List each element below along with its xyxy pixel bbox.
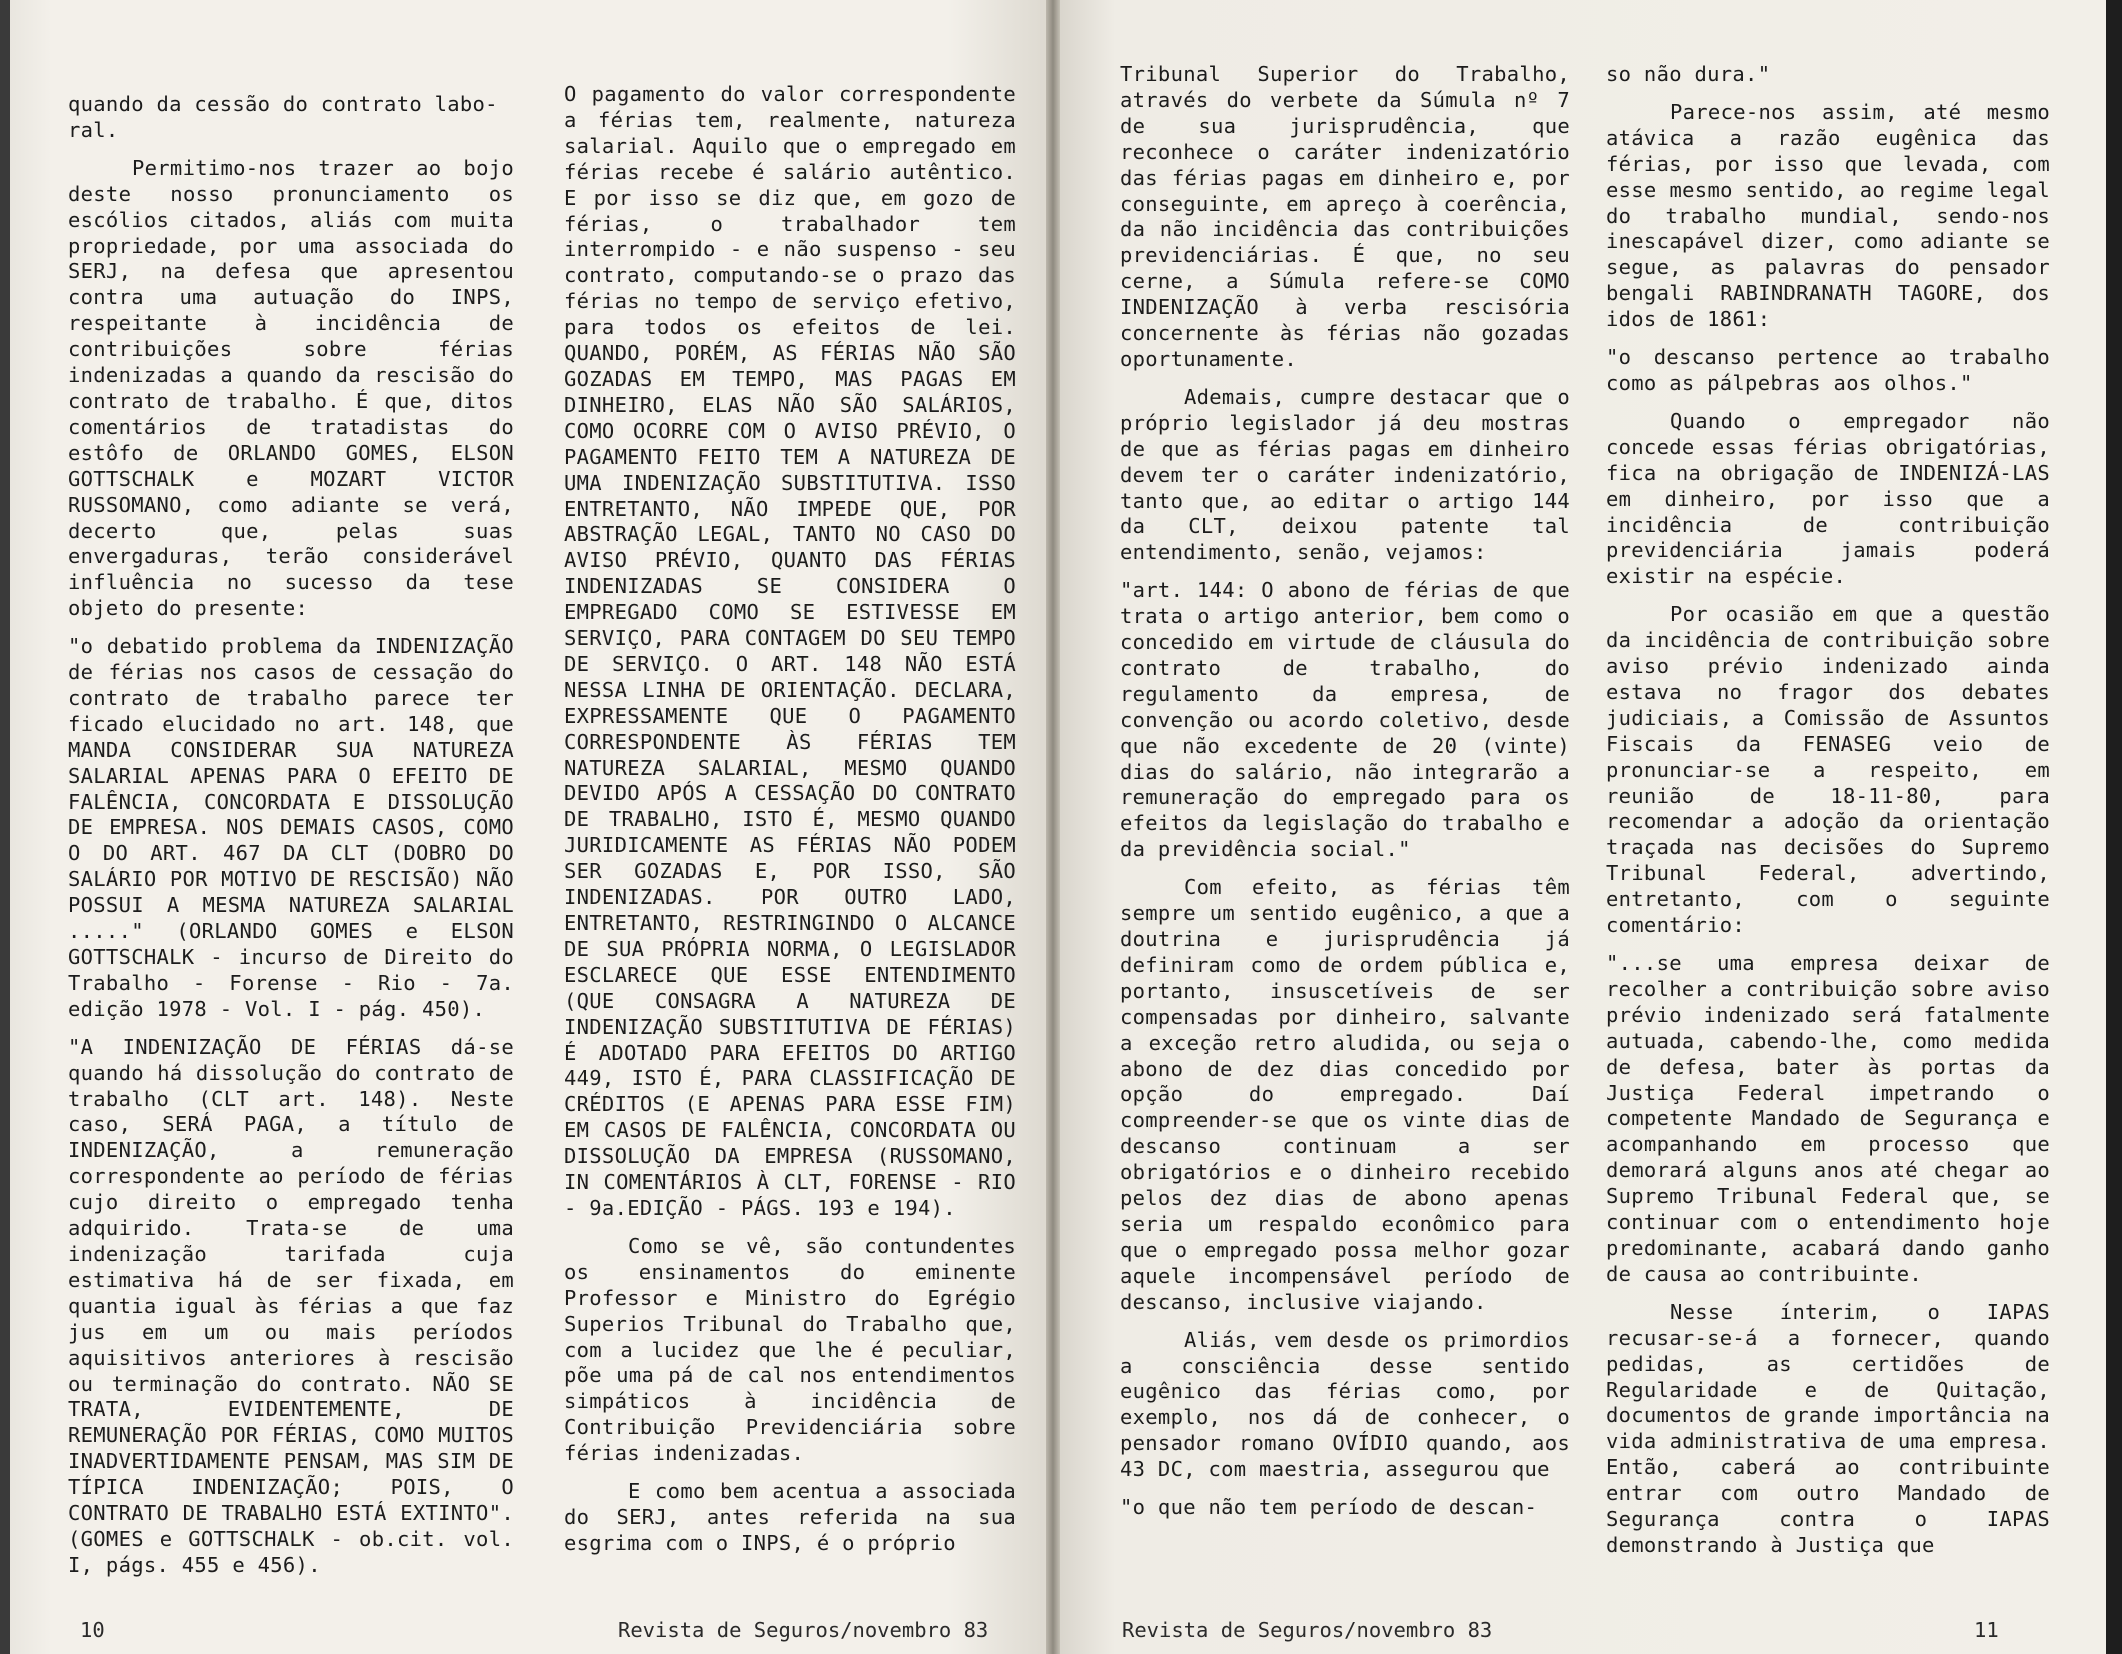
- paragraph: Tribunal Superior do Trabalho, através do verbete da Súmula nº 7 de sua jurisprudência, que reconhece o caráter indenizatório das férias pagas em dinheiro e, por conseguinte, em apreço à coerência, da não incidência das contribuições previdenciárias. É que, no seu cerne, a Súmula refere-se COMO INDENIZAÇÃO à verba rescisória concernente às férias não gozadas oportunamente.: [1120, 62, 1570, 371]
- text-column-1: [68, 92, 514, 1612]
- quotation: "o descanso pertence ao trabalho como as pálpebras aos olhos.": [1606, 345, 2050, 395]
- text-column-3: [1120, 62, 1570, 1582]
- page-number-left: 10: [80, 1618, 105, 1642]
- quotation: "o que não tem período de descan-: [1120, 1495, 1538, 1520]
- quotation: so não dura.": [1606, 62, 1771, 86]
- footer-title-left: Revista de Seguros/novembro 83: [618, 1618, 989, 1642]
- quotation: "o debatido problema da INDENIZAÇÃO de férias nos casos de cessação do contrato de trabalho parece ter ficado elucidado no art. 148, que MANDA CONSIDERAR SUA NATUREZA SALARIAL APENAS PARA O EFEITO DE FALÊNCIA, CONCORDATA E DISSOLUÇÃO DE EMPRESA. NOS DEMAIS CASOS, COMO O DO ART. 467 DA CLT (DOBRO DO SALÁRIO POR MOTIVO DE RESCISÃO) NÃO POSSUI A MESMA NATUREZA SALARIAL ....." (ORLANDO GOMES e ELSON GOTTSCHALK - incurso de Direito do Trabalho - Forense - Rio - 7a. edição 1978 - Vol. I - pág. 450).: [68, 634, 514, 1021]
- quotation: "...se uma empresa deixar de recolher a contribuição sobre aviso prévio indenizado será fatalmente autuada, cabendo-lhe, como medida de defesa, bater às portas da Justiça Federal impetrando o competente Mandado de Segurança e acompanhando em processo que demorará alguns anos até chegar ao Supremo Tribunal Federal que, se continuar com o entendimento hoje predominante, acabará dando ganho de causa ao contribuinte.: [1606, 951, 2050, 1286]
- paragraph: Como se vê, são contundentes os ensinamentos do eminente Professor e Ministro do Egrégio Superios Tribunal do Trabalho que, com a lucidez que lhe é peculiar, põe uma pá de cal nos entendimentos simpáticos à incidência de Contribuição Previdenciária sobre férias indenizadas.: [564, 1233, 1016, 1466]
- paragraph: Com efeito, as férias têm sempre um sentido eugênico, a que a doutrina e jurisprudência já definiram como de ordem pública e, portanto, insuscetíveis de ser compensadas por dinheiro, salvante a exceção retro aludida, ou seja o abono de dez dias concedido por opção do empregado. Daí compreender-se que os vinte dias de descanso continuam a ser obrigatórios e o dinheiro recebido pelos dez dias de abono apenas seria um respaldo econômico para que o empregado possa melhor gozar aquele incompensável período de descanso, inclusive viajando.: [1120, 875, 1570, 1314]
- quotation: "A INDENIZAÇÃO DE FÉRIAS dá-se quando há dissolução do contrato de trabalho (CLT art. 148). Neste caso, SERÁ PAGA, a título de INDENIZAÇÃO, a remuneração correspondente ao período de férias cujo direito o empregado tenha adquirido. Trata-se de uma indenização tarifada cuja estimativa há de ser fixada, em quantia igual às férias a que faz jus em um ou mais períodos aquisitivos anteriores à rescisão ou terminação do contrato. NÃO SE TRATA, EVIDENTEMENTE, DE REMUNERAÇÃO POR FÉRIAS, COMO MUITOS INADVERTIDAMENTE PENSAM, MAS SIM DE TÍPICA INDENIZAÇÃO; POIS, O CONTRATO DE TRABALHO ESTÁ EXTINTO". (GOMES e GOTTSCHALK - ob.cit. vol. I, págs. 455 e 456).: [68, 1034, 514, 1577]
- paragraph: quando da cessão do contrato labo- ral.: [68, 92, 498, 142]
- paragraph: Por ocasião em que a questão da incidência de contribuição sobre aviso prévio indenizado ainda estava no fragor dos debates judiciais, a Comissão de Assuntos Fiscais da FENASEG veio de pronunciar-se a respeito, em reunião de 18-11-80, para recomendar a adoção da orientação traçada nas decisões do Supremo Tribunal Federal, advertindo, entretanto, com o seguinte comentário:: [1606, 602, 2050, 938]
- text-column-4: [1606, 62, 2050, 1582]
- page-number-right: 11: [1974, 1618, 1999, 1642]
- quotation: "art. 144: O abono de férias de que trata o artigo anterior, bem como o concedido em virtude de cláusula do contrato de trabalho, do regulamento da empresa, de convenção ou acordo coletivo, desde que não excedente de 20 (vinte) dias do salário, não integrarão a remuneração do empregado para os efeitos da legislação do trabalho e da previdência social.": [1120, 578, 1570, 862]
- paragraph: Aliás, vem desde os primordios a consciência desse sentido eugênico das férias como, por exemplo, nos dá de conhecer, o pensador romano OVÍDIO quando, aos 43 DC, com maestria, assegurou que: [1120, 1327, 1570, 1482]
- binding-gutter: [1046, 0, 1060, 1654]
- text-column-2: [564, 82, 1016, 1602]
- paragraph: Quando o empregador não concede essas férias obrigatórias, fica na obrigação de INDENIZÁ-LAS em dinheiro, por isso que a incidência de contribuição previdenciária jamais poderá existir na espécie.: [1606, 408, 2050, 589]
- quotation: O pagamento do valor correspondente a férias tem, realmente, natureza salarial. Aquilo que o empregado em férias recebe é salário autêntico. E por isso se diz que, em gozo de férias, o trabalhador tem interrompido - e não suspenso - seu contrato, computando-se o prazo das férias no tempo de serviço efetivo, para todos os efeitos de lei. QUANDO, PORÉM, AS FÉRIAS NÃO SÃO GOZADAS EM TEMPO, MAS PAGAS EM DINHEIRO, ELAS NÃO SÃO SALÁRIOS, COMO OCORRE COM O AVISO PRÉVIO, O PAGAMENTO FEITO TEM A NATUREZA DE UMA INDENIZAÇÃO SUBSTITUTIVA. ISSO ENTRETANTO, NÃO IMPEDE QUE, POR ABSTRAÇÃO LEGAL, TANTO NO CASO DO AVISO PRÉVIO, QUANTO DAS FÉRIAS INDENIZADAS SE CONSIDERA O EMPREGADO COMO SE ESTIVESSE EM SERVIÇO, PARA CONTAGEM DO SEU TEMPO DE SERVIÇO. O ART. 148 NÃO ESTÁ NESSA LINHA DE ORIENTAÇÃO. DECLARA, EXPRESSAMENTE QUE O PAGAMENTO CORRESPONDENTE ÀS FÉRIAS TEM NATUREZA SALARIAL, MESMO QUANDO DEVIDO APÓS A CESSAÇÃO DO CONTRATO DE TRABALHO, ISTO É, MESMO QUANDO JURIDICAMENTE AS FÉRIAS NÃO PODEM SER GOZADAS E, POR ISSO, SÃO INDENIZADAS. POR OUTRO LADO, ENTRETANTO, RESTRINGINDO O ALCANCE DE SUA PRÓPRIA NORMA, O LEGISLADOR ESCLARECE QUE ESSE ENTENDIMENTO (QUE CONSAGRA A NATUREZA DE INDENIZAÇÃO SUBSTITUTIVA DE FÉRIAS) É ADOTADO PARA EFEITOS DO ARTIGO 449, ISTO É, PARA CLASSIFICAÇÃO DE CRÉDITOS (E APENAS PARA ESSE FIM) EM CASOS DE FALÊNCIA, CONCORDATA OU DISSOLUÇÃO DA EMPRESA (RUSSOMANO, IN COMENTÁRIOS À CLT, FORENSE - RIO - 9a.EDIÇÃO - PÁGS. 193 e 194).: [564, 82, 1016, 1220]
- paragraph: Ademais, cumpre destacar que o próprio legislador já deu mostras de que as férias pagas em dinheiro devem ter o caráter indenizatório, tanto que, ao editar o artigo 144 da CLT, deixou patente tal entendimento, senão, vejamos:: [1120, 384, 1570, 565]
- footer-title-right: Revista de Seguros/novembro 83: [1122, 1618, 1493, 1642]
- paragraph: Parece-nos assim, até mesmo atávica a razão eugênica das férias, por isso que levada, com esse mesmo sentido, ao regime legal do trabalho mundial, sendo-nos inescapável dizer, como adiante se segue, as palavras do pensador bengali RABINDRANATH TAGORE, dos idos de 1861:: [1606, 99, 2050, 332]
- paragraph: Permitimo-nos trazer ao bojo deste nosso pronunciamento os escólios citados, aliás com muita propriedade, por uma associada do SERJ, na defesa que apresentou contra uma autuação do INPS, respeitante à incidência de contribuições sobre férias indenizadas a quando da rescisão do contrato de trabalho. É que, ditos comentários de tratadistas do estôfo de ORLANDO GOMES, ELSON GOTTSCHALK e MOZART VICTOR RUSSOMANO, como adiante se verá, decerto que, pelas suas envergaduras, terão considerável influência no sucesso da tese objeto do presente:: [68, 155, 514, 621]
- paragraph: Nesse ínterim, o IAPAS recusar-se-á a fornecer, quando pedidas, as certidões de Regularidade e de Quitação, documentos de grande importância na vida administrativa de uma empresa. Então, caberá ao contribuinte entrar com outro Mandado de Segurança contra o IAPAS demonstrando à Justiça que: [1606, 1299, 2050, 1557]
- paragraph: E como bem acentua a associada do SERJ, antes referida na sua esgrima com o INPS, é o próprio: [564, 1479, 1016, 1555]
